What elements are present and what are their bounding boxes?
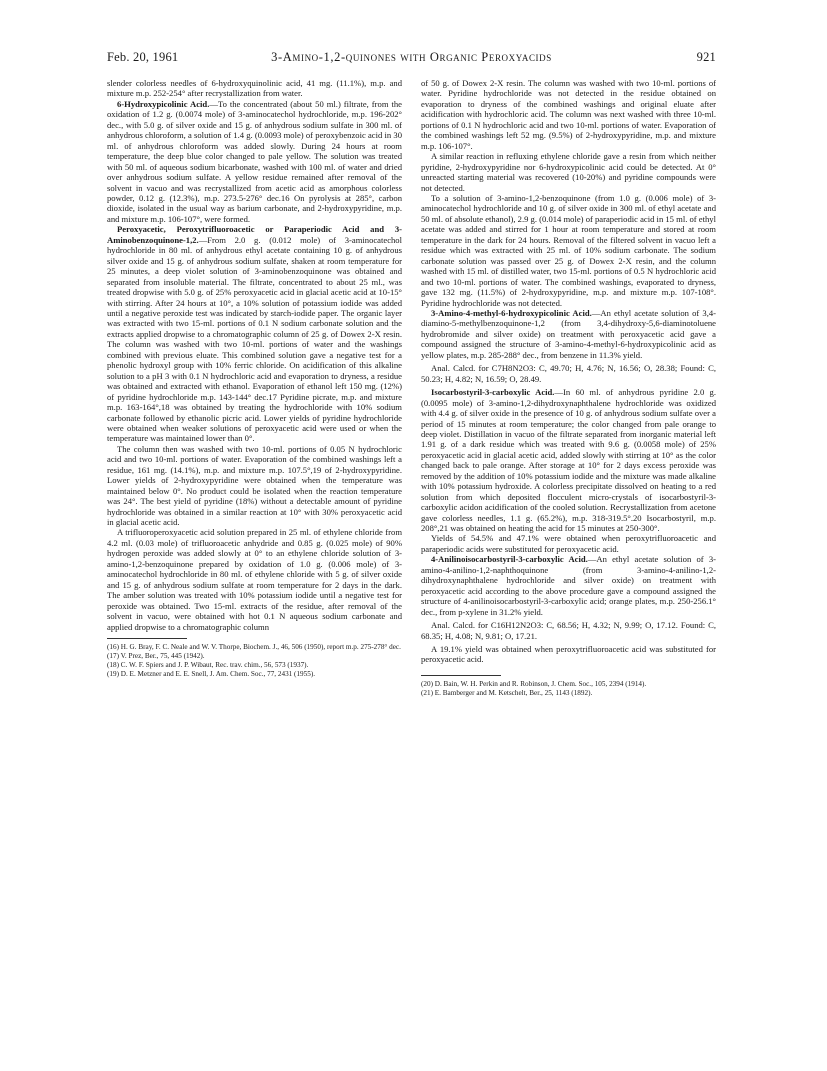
paragraph-text: A similar reaction in refluxing ethylene chloride gave a resin from which neither pyridine, 2-hydroxypyridine nor 6-hydroxypicolinic acid could be detected. At 0° unreacted starting material was recovered (10-20%) and pyridine compounds were not detected. <box>421 151 716 193</box>
paragraph <box>421 644 716 665</box>
paragraph <box>107 527 402 632</box>
paragraph <box>421 387 716 533</box>
paragraph-text: Anal. Calcd. for C7H8N2O3: C, 49.70; H, 4.76; N, 16.56; O, 28.38; Found: C, 50.23; H, 4.82; N, 16.59; O, 28.49. <box>421 363 716 384</box>
paragraph <box>421 78 716 151</box>
paragraph-text: —From 2.0 g. (0.012 mole) of 3-aminocatechol hydrochloride in 80 ml. of anhydrous ethyl acetate containing 10 g. of anhydrous silver oxide and 15 g. of anhydrous sodium sulfate, shaken at room temperature for 25 minutes, a deep violet solution of 3-aminobenzoquinone was obtained and separated from insoluble material. The filtrate, concentrated to about 25 ml., was treated dropwise with 5.0 g. of 25% peroxyacetic acid in glacial acetic acid at 10-15° with stirring. After 24 hours at 10°, a 10% solution of potassium iodide was added until a negative peroxide test was indicated by starch-iodide paper. The organic layer was extracted with two 15-ml. portions of 0.1 N sodium carbonate solution and the extracts applied dropwise to a chromatographic column of 25 g. of Dowex 2-X resin. The column was washed with two 10-ml. portions of water and the washings combined with previous eluate. This combined solution gave a negative test for a phenolic hydroxyl group with 10% ferric chloride. On acidification of this alkaline solution to a pH 3 with 0.1 N hydrochloric acid and evaporation to dryness, a residue was obtained and extracted with ethanol. Evaporation of ethanol left 150 mg. (12%) of pyridine hydrochloride m.p. 143-144° dec.17 Pyridine picrate, m.p. and mixture m.p. 163-164°,18 was obtained by treating the hydrochloride with 10% sodium carbonate followed by ethanolic picric acid. Lower yields of pyridine hydrochloride were obtained when weaker solutions of peroxyacetic acid were used or when the temperature was maintained lower than 0°. <box>107 234 402 444</box>
footnote: (17) V. Prez, Ber., 75, 445 (1942). <box>107 651 205 660</box>
paragraph-text: —In 60 ml. of anhydrous pyridine 2.0 g. (0.0095 mole) of 3-amino-1,2-dihydroxynaphthalene hydrochloride was oxidized with 4.4 g. of silver oxide in the presence of 10 g. of anhydrous sodium sulfate over a period of 15 minutes at room temperature; the color changed from pale orange to deep violet. Distillation in vacuo of the filtrate separated from inorganic material left 1.91 g. of a dark residue which was treated with 9.6 g. (0.0058 mole) of 25% peroxyacetic acid in glacial acetic acid, added slowly with stirring at 10° as the color changed back to pale orange. After storage at 10° for 2 days excess peroxide was removed by the addition of 10% potassium iodide and the mixture was made alkaline with 10% potassium hydroxide. A colorless precipitate dissolved on heating to a red solution from which deposited flocculent micro-crystals of isocarbostyril-3-carboxylic acidon acidification of the cooled solution. Recrystallization from acetone gave colorless needles, 1.1 g. (65.2%), m.p. 318-319.5°.20 Isocarbostyril, m.p. 208°,21 was obtained on heating the acid for 15 minutes at 250-300°. <box>421 387 716 534</box>
right-footnotes <box>421 680 716 698</box>
paragraph-text: Anal. Calcd. for C16H12N2O3: C, 68.56; H, 4.32; N, 9.99; O, 17.12. Found: C, 68.35; H, 4.08; N, 9.81; O, 17.21. <box>421 620 716 641</box>
header-title: 3-Amino-1,2-quinones with Organic Peroxyacids <box>271 50 552 64</box>
paragraph <box>421 308 716 360</box>
section-heading: 4-Anilinoisocarbostyril-3-carboxylic Acid. <box>431 554 588 565</box>
paragraph <box>421 533 716 554</box>
paragraph <box>107 444 402 528</box>
paragraph-text: A 19.1% yield was obtained when peroxytrifluoroacetic acid was substituted for peroxyacetic acid. <box>421 644 716 665</box>
running-header <box>107 50 716 66</box>
paragraph-text: —An ethyl acetate solution of 3-amino-4-anilino-1,2-naphthoquinone (from 3-amino-4-anilino-1,2-dihydroxynaphthalene hydrochloride and silver oxide) on treatment with peroxyacetic acid according to the above procedure gave a compound assigned the structure of 4-anilinoisocarbostyril-3-carboxylic acid; orange plates, m.p. 250-256.1° dec., from p-xylene in 31.2% yield. <box>421 554 716 617</box>
right-column <box>421 78 716 698</box>
paragraph <box>421 151 716 193</box>
footnote: (18) C. W. F. Spiers and J. P. Wibaut, Rec. trav. chim., 56, 573 (1937). <box>107 660 309 669</box>
left-column <box>107 78 402 679</box>
right-body <box>421 78 716 665</box>
footnote-rule <box>107 638 187 639</box>
footnote-rule <box>421 675 501 676</box>
footnote: (21) E. Bamberger and M. Ketschelt, Ber., 25, 1143 (1892). <box>421 688 593 697</box>
analysis-line <box>421 363 716 384</box>
paragraph <box>421 554 716 617</box>
paragraph-text: Yields of 54.5% and 47.1% were obtained when peroxytrifluoroacetic and paraperiodic acids were substituted for peroxyacetic acid. <box>421 533 716 554</box>
section-heading: 6-Hydroxypicolinic Acid. <box>117 98 210 109</box>
footnote: (20) D. Bain, W. H. Perkin and R. Robinson, J. Chem. Soc., 105, 2394 (1914). <box>421 679 647 688</box>
footnote: (16) H. G. Bray, F. C. Neale and W. V. Thorpe, Biochem. J., 46, 506 (1950), report m.p. 275-278° dec. <box>107 643 401 652</box>
paragraph-text: of 50 g. of Dowex 2-X resin. The column was washed with two 10-ml. portions of water. Pyridine hydrochloride was not detected in the residue obtained on evaporation to dryness of the combined washings and original eluate after acidification with hydrochloric acid. The column was next washed with three 10-ml. portions of 0.1 N hydrochloric acid and two 10-ml. portions of water. Evaporation of the combined washings left 52 mg. (9.5%) of 2-hydroxypyridine, m.p. and mixture m.p. 106-107°. <box>421 78 716 151</box>
section-heading: 3-Amino-4-methyl-6-hydroxypicolinic Acid. <box>431 307 592 318</box>
page-number: 921 <box>696 50 716 64</box>
section-heading: Peroxyacetic, Peroxytrifluoroacetic or Paraperiodic Acid and 3-Aminobenzoquinone-1,2. <box>107 224 402 245</box>
paragraph <box>107 78 402 99</box>
paragraph <box>107 224 402 444</box>
paragraph <box>421 193 716 308</box>
paragraph-text: slender colorless needles of 6-hydroxyquinolinic acid, 41 mg. (11.1%), m.p. and mixture m.p. 252-254° after recrystallization from water. <box>107 78 402 99</box>
left-body <box>107 78 402 632</box>
paragraph-text: To a solution of 3-amino-1,2-benzoquinone (from 1.0 g. (0.006 mole) of 3-aminocatechol hydrochloride and 10 g. of silver oxide in 300 ml. of ethyl acetate and 50 ml. of absolute ethanol), 2.9 g. (0.014 mole) of paraperiodic acid in 15 ml. of ethyl acetate was added and stirred for 1 hour at room temperature and stored at room temperature in the dark for 24 hours. Removal of the filtered solvent in vacuo left a residue which was extracted with 25 ml. of 10% sodium carbonate. The sodium carbonate solution was passed over 25 g. of Dowex 2-X resin, and the column washed with 15 ml. of distilled water, two 15-ml. portions of 0.5 N hydrochloric acid and two 10-ml. portions of water. The combined washings, evaporated to dryness, gave 132 mg. (11.5%) of 2-hydroxypyridine, m.p. and mixture m.p. 107-108°. Pyridine hydrochloride was not detected. <box>421 192 716 308</box>
paragraph <box>107 99 402 224</box>
paragraph-text: A trifluoroperoxyacetic acid solution prepared in 25 ml. of ethylene chloride from 4.2 ml. (0.03 mole) of trifluoroacetic anhydride and 0.85 g. (0.025 mole) of 90% hydrogen peroxide was added slowly at 0° to an ethylene chloride solution of 3-amino-1,2-benzoquinone prepared by oxidation of 1.0 g. (0.006 mole) of 3-aminocatechol hydrochloride in 80 ml. of ethylene chloride with 5 g. of silver oxide and 15 g. of anhydrous sodium sulfate at room temperature for 2 days in the dark. The amber solution was treated with 10% potassium iodide until a negative test for peroxide was obtained. Two 15-ml. extracts of the residue, after removal of the solvent in vacuo, were obtained with hot 0.1 N aqueous sodium carbonate and applied dropwise to a chromatographic column <box>107 527 402 632</box>
paragraph-text: The column then was washed with two 10-ml. portions of 0.05 N hydrochloric acid and two 10-ml. portions of water. Evaporation of the combined washings left a residue, 161 mg. (14.1%), m.p. and mixture m.p. 107.5°,19 of 2-hydroxypyridine. Lower yields of 2-hydroxypyridine were obtained when the temperature was maintained below 0°. No product could be isolated when the reaction temperature was 24°. The best yield of pyridine (18%) without a detectable amount of pyridine hydrochloride was obtained in a similar reaction at 10° with 30% peroxyacetic acid in glacial acetic acid. <box>107 443 402 528</box>
section-heading: Isocarbostyril-3-carboxylic Acid. <box>431 387 555 398</box>
left-footnotes <box>107 643 402 679</box>
paragraph-text: —To the concentrated (about 50 ml.) filtrate, from the oxidation of 1.2 g. (0.0074 mole) of 3-aminocatechol hydrochloride, m.p. 196-202° dec., with 5.0 g. of silver oxide and 15 g. of anhydrous sodium sulfate in 300 ml. of anhydrous chloroform, a solution of 1.4 g. (0.0093 mole) of peroxybenzoic acid in 30 ml. of anhydrous chloroform was added slowly. During 24 hours at room temperature, the deep blue color changed to pale yellow. The solution was treated with 50 ml. of aqueous sodium bicarbonate, washed with 100 ml. of water and dried over anhydrous sodium sulfate. A yellow residue remained after removal of the solvent in vacuo and was recrystallized from acetic acid as amorphous colorless powder, 0.12 g. (12.3%), m.p. 273.5-276° dec.16 On pyrolysis at 285°, carbon dioxide, isolated in the usual way as barium carbonate, and 2-hydroxypyridine, m.p. and mixture m.p. 106-107°, were formed. <box>107 98 402 224</box>
footnote: (19) D. E. Metzner and E. E. Snell, J. Am. Chem. Soc., 77, 2431 (1955). <box>107 669 316 678</box>
paragraph-text: —An ethyl acetate solution of 3,4-diamino-5-methylbenzoquinone-1,2 (from 3,4-dihydroxy-5,6-diaminotoluene hydrobromide and silver oxide) on treatment with peroxyacetic acid gave a compound assigned the structure of 3-amino-4-methyl-6-hydroxypicolinic acid as yellow plates, m.p. 285-288° dec., from benzene in 11.3% yield. <box>421 307 717 360</box>
header-date: Feb. 20, 1961 <box>107 50 179 64</box>
analysis-line <box>421 620 716 641</box>
